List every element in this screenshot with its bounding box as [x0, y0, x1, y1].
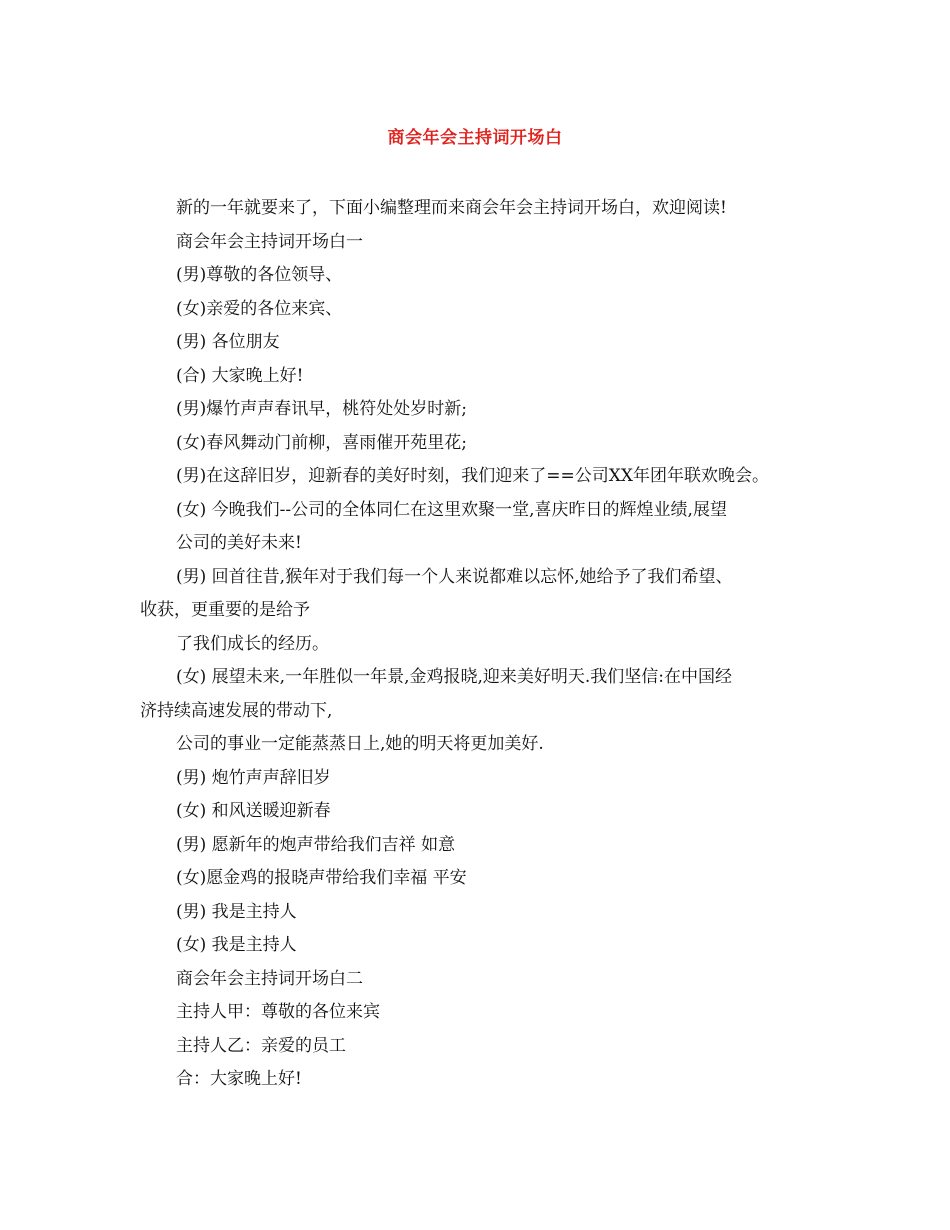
text-line: 合：大家晚上好!	[176, 1069, 302, 1089]
text-line: 主持人乙：亲爱的员工	[176, 1035, 346, 1056]
document-title: 商会年会主持词开场白	[387, 128, 563, 148]
text-line: (男)在这辞旧岁，迎新春的美好时刻，我们迎来了==公司XX年团年联欢晚会。	[176, 466, 769, 486]
text-line: (男)爆竹声声春讯早，桃符处处岁时新;	[176, 399, 467, 419]
text-line: (女)亲爱的各位来宾、	[176, 298, 343, 319]
text-line: 商会年会主持词开场白二	[176, 968, 363, 989]
text-line: 新的一年就要来了，下面小编整理而来商会年会主持词开场白，欢迎阅读!	[176, 198, 727, 218]
text-line: (男) 炮竹声声辞旧岁	[176, 767, 331, 788]
text-line: (女) 展望未来,一年胜似一年景,金鸡报晓,迎来美好明天.我们坚信:在中国经	[176, 667, 733, 687]
text-line: 了我们成长的经历。	[176, 633, 329, 654]
text-line: (女) 和风送暖迎新春	[176, 801, 331, 821]
text-line: (男) 我是主持人	[176, 901, 297, 922]
text-line: (男) 愿新年的炮声带给我们吉祥 如意	[176, 834, 456, 855]
text-line: (女)愿金鸡的报晓声带给我们幸福 平安	[176, 868, 467, 888]
text-line: (女) 今晚我们--公司的全体同仁在这里欢聚一堂,喜庆昨日的辉煌业绩,展望	[176, 499, 727, 520]
text-line: 商会年会主持词开场白一	[176, 231, 363, 252]
text-line: 公司的美好未来!	[176, 533, 302, 553]
document-body	[140, 192, 816, 1097]
text-line: 收获，更重要的是给予	[140, 600, 310, 620]
text-line: (女)春风舞动门前柳，喜雨催开苑里花;	[176, 432, 467, 453]
text-line: (男) 回首往昔,猴年对于我们每一个人来说都难以忘怀,她给予了我们希望、	[176, 566, 733, 587]
text-line: (合) 大家晚上好!	[176, 365, 304, 386]
text-line: (男) 各位朋友	[176, 332, 280, 352]
text-line: 主持人甲：尊敬的各位来宾	[176, 1002, 380, 1022]
text-line: (女) 我是主持人	[176, 935, 297, 955]
text-line: 公司的事业一定能蒸蒸日上,她的明天将更加美好.	[176, 734, 544, 754]
text-line: (男)尊敬的各位领导、	[176, 265, 343, 285]
text-line: 济持续高速发展的带动下,	[140, 700, 333, 721]
